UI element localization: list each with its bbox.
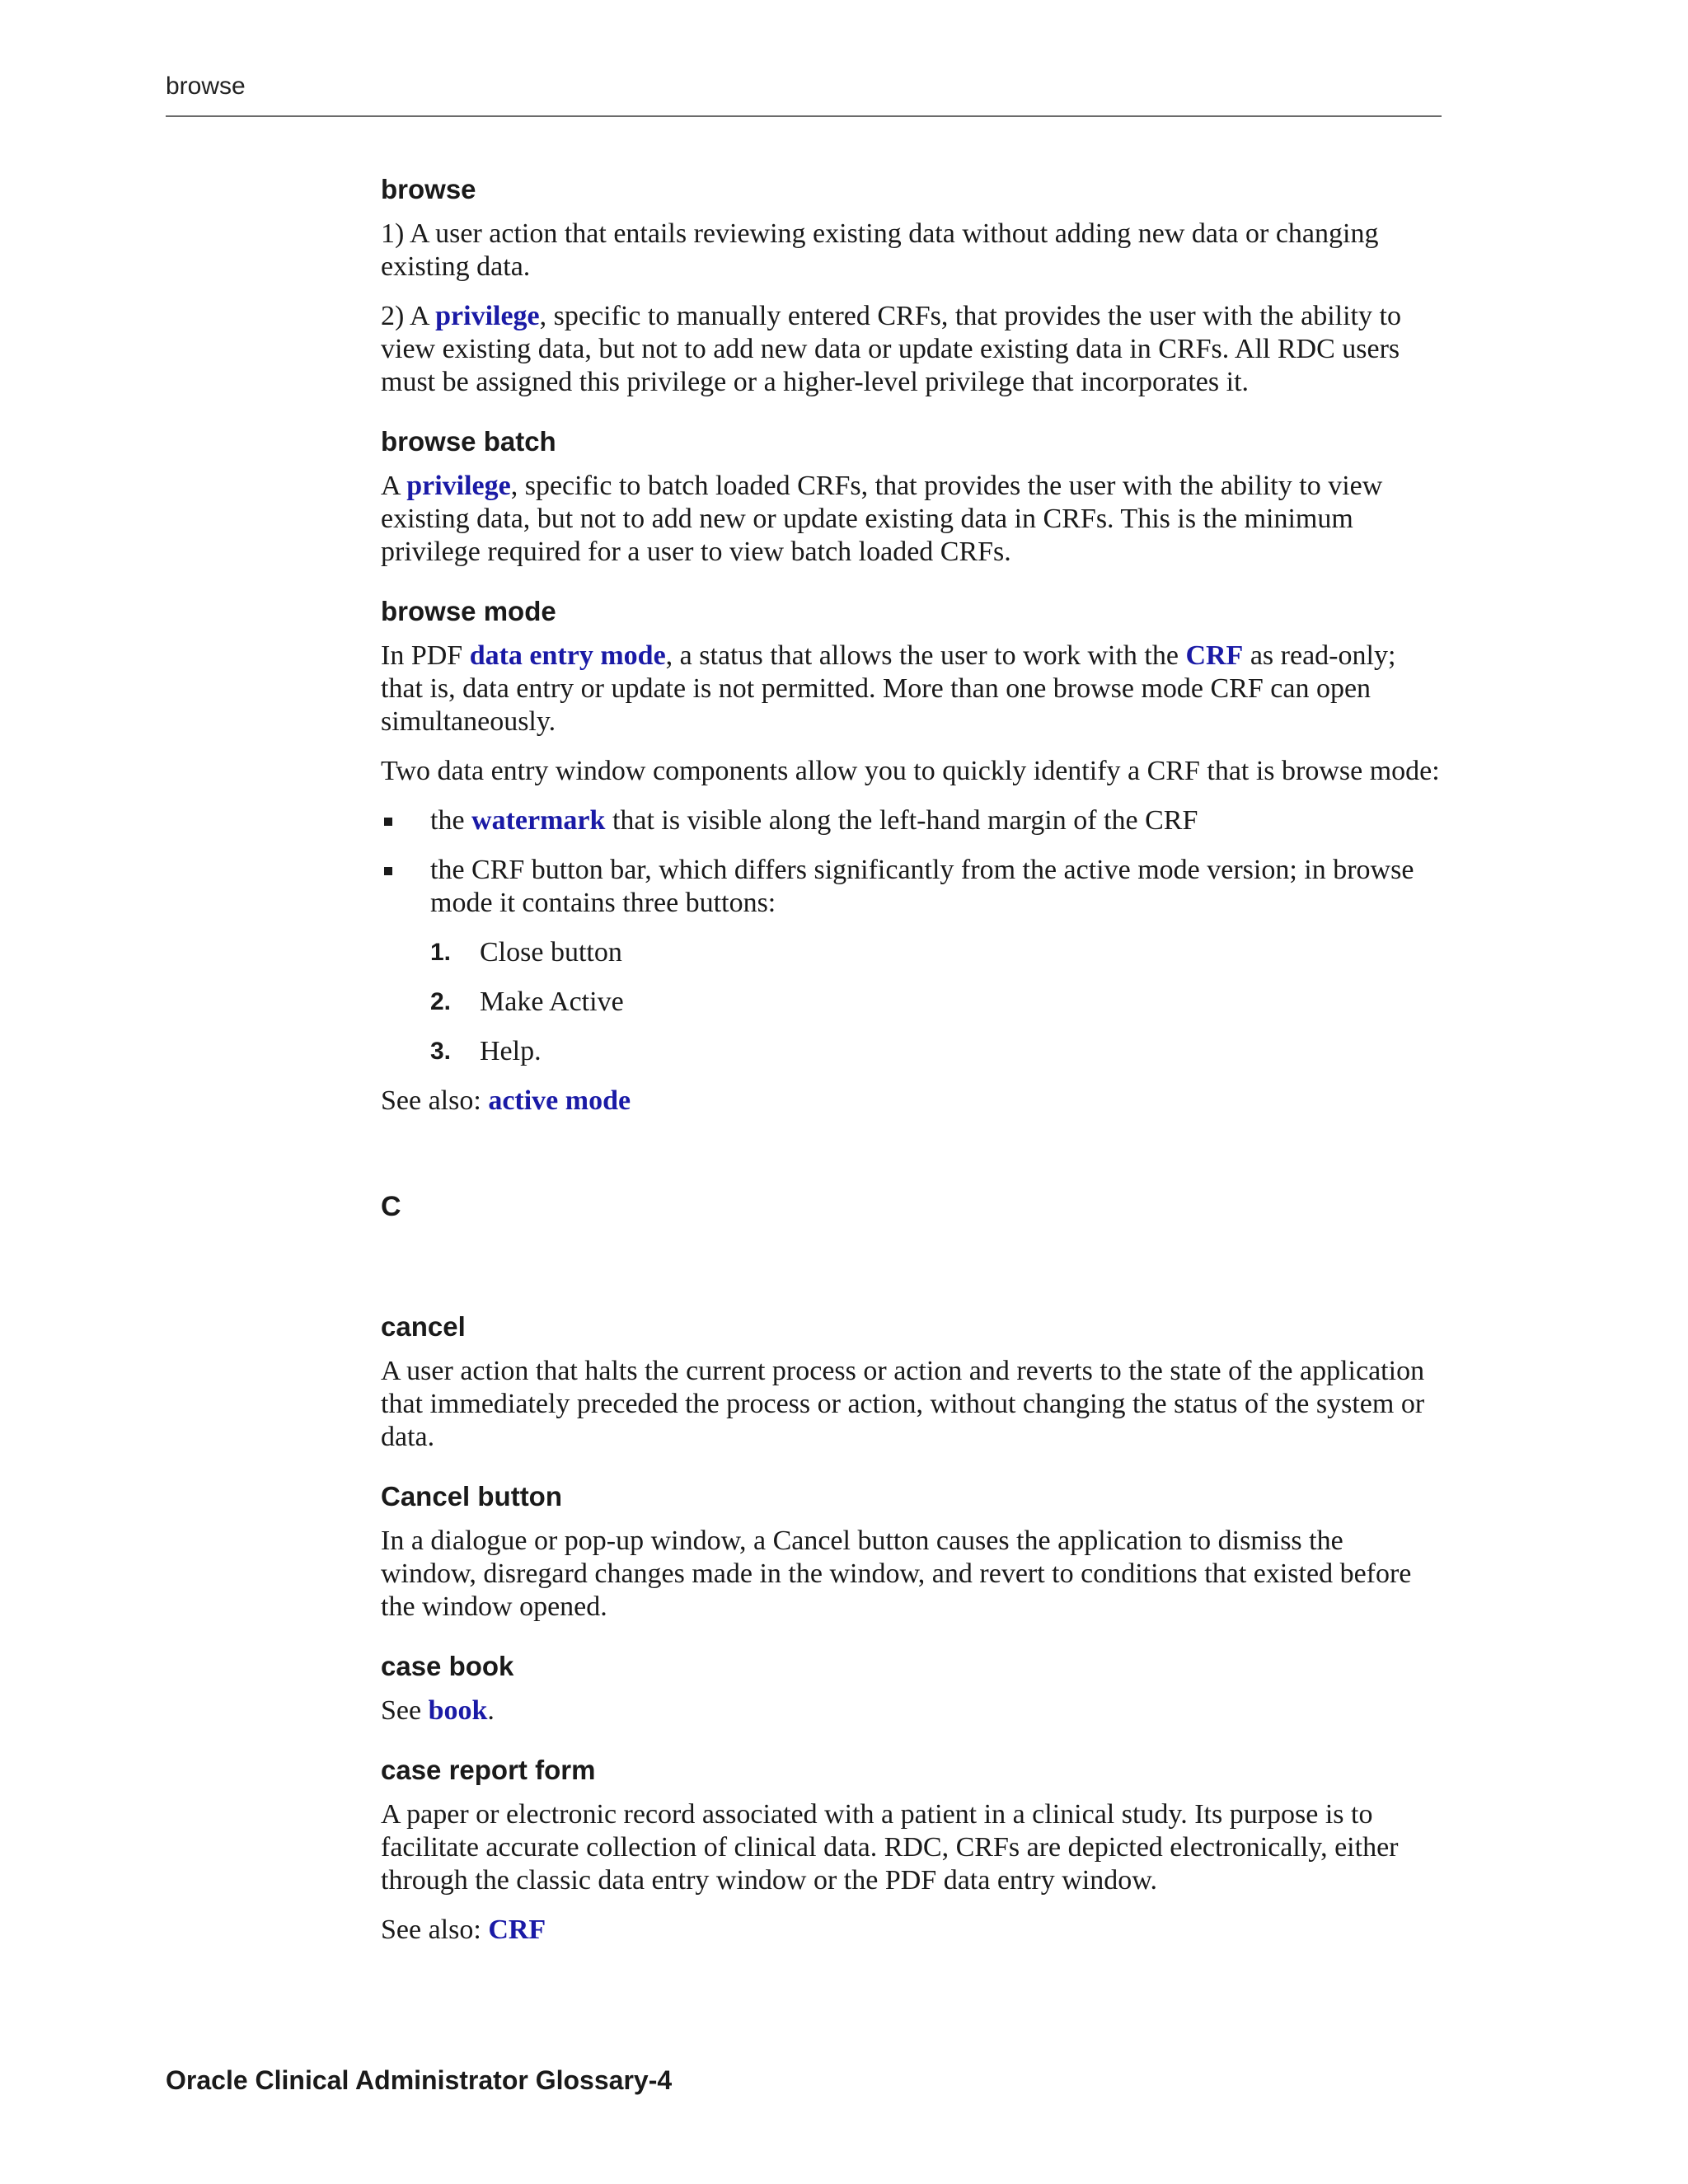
definition-paragraph: Two data entry window components allow you to quickly identify a CRF that is browse mode:	[381, 756, 1440, 786]
text-run: 2) A	[381, 301, 436, 331]
list-item	[381, 854, 1444, 920]
list-item	[430, 986, 1444, 1019]
term-heading: case book	[381, 1651, 514, 1681]
privilege-link[interactable]: privilege	[435, 301, 540, 331]
bullet-list	[381, 804, 1444, 920]
entry-case-report-form	[381, 1754, 1444, 1947]
list-item	[430, 936, 1444, 969]
book-link[interactable]: book	[428, 1695, 488, 1726]
text-run: , specific to batch loaded CRFs, that provides the user with the ability to view existing data, but not to add new or update existing data in CRFs. This is the minimum privilege required for a user to view batch loaded CRFs.	[381, 471, 1383, 567]
step-number: 3.	[430, 1038, 452, 1065]
term-heading: browse batch	[381, 426, 556, 457]
definition-paragraph: A paper or electronic record associated with a patient in a clinical study. Its purpose is to facilitate accurate collection of clinical data. RDC, CRFs are depicted electronically, either through the classic data entry window or the PDF data entry window.	[381, 1799, 1399, 1896]
text-run: A	[381, 471, 407, 501]
text-run: the	[430, 805, 472, 836]
header-rule	[166, 115, 1442, 117]
definition-paragraph	[381, 640, 1444, 738]
step-number: 1.	[430, 939, 452, 966]
crf-link[interactable]: CRF	[1185, 640, 1244, 671]
entry-browse-mode	[381, 595, 1444, 1118]
term-heading: Cancel button	[381, 1481, 562, 1511]
privilege-link[interactable]: privilege	[406, 471, 511, 501]
term-heading: browse	[381, 174, 476, 204]
glossary-content	[381, 173, 1444, 1973]
definition-paragraph	[381, 470, 1444, 569]
page-footer: Oracle Clinical Administrator Glossary-4	[166, 2065, 673, 2095]
entry-cancel-button	[381, 1480, 1444, 1624]
watermark-link[interactable]: watermark	[471, 805, 606, 836]
see-also-label: See also:	[381, 1915, 489, 1945]
definition-paragraph: 1) A user action that entails reviewing existing data without adding new data or changing existing data.	[381, 218, 1379, 282]
definition-paragraph	[381, 1694, 1444, 1727]
text-run: as read-only; that is, data entry or update is not permitted. More than one browse mode CRF can open simultaneously.	[381, 640, 1396, 737]
square-bullet-icon	[384, 818, 392, 826]
text-run: In PDF	[381, 640, 470, 671]
step-text: Help.	[480, 1036, 542, 1066]
step-text: Close button	[480, 937, 622, 968]
definition-paragraph: A user action that halts the current process or action and reverts to the state of the application that immediately preceded the process or action, without changing the status of the system or data.	[381, 1356, 1425, 1452]
term-heading: browse mode	[381, 596, 556, 626]
definition-paragraph	[381, 300, 1444, 399]
step-number: 2.	[430, 988, 452, 1015]
active-mode-link[interactable]: active mode	[488, 1085, 631, 1116]
text-run: that is visible along the left-hand margin of the CRF	[605, 805, 1198, 836]
text-run: the CRF button bar, which differs significantly from the active mode version; in browse mode it contains three buttons:	[430, 855, 1414, 918]
data-entry-mode-link[interactable]: data entry mode	[469, 640, 666, 671]
entry-browse-batch	[381, 425, 1444, 569]
see-also-label: See also:	[381, 1085, 489, 1116]
square-bullet-icon	[384, 867, 392, 875]
section-letter-heading: C	[381, 1191, 401, 1222]
definition-paragraph: In a dialogue or pop-up window, a Cancel button causes the application to dismiss the window, disregard changes made in the window, and revert to conditions that existed before the window opened.	[381, 1526, 1412, 1622]
text-run: , a status that allows the user to work with the	[665, 640, 1186, 671]
numbered-list	[430, 936, 1444, 1068]
list-item	[430, 1035, 1444, 1068]
step-text: Make Active	[480, 987, 624, 1017]
term-heading: cancel	[381, 1311, 466, 1342]
text-run: See	[381, 1695, 429, 1726]
text-run: .	[487, 1695, 495, 1726]
crf-link[interactable]: CRF	[488, 1915, 546, 1945]
see-also-paragraph	[381, 1085, 1444, 1118]
list-item	[381, 804, 1444, 837]
entry-case-book	[381, 1650, 1444, 1727]
entry-browse	[381, 173, 1444, 399]
text-run: , specific to manually entered CRFs, that provides the user with the ability to view existing data, but not to add new data or update existing data in CRFs. All RDC users must be assigned this privilege or a higher-level privilege that incorporates it.	[381, 301, 1401, 397]
term-heading: case report form	[381, 1755, 596, 1785]
running-header: browse	[166, 73, 246, 100]
entry-cancel	[381, 1310, 1444, 1454]
see-also-paragraph	[381, 1914, 1444, 1947]
